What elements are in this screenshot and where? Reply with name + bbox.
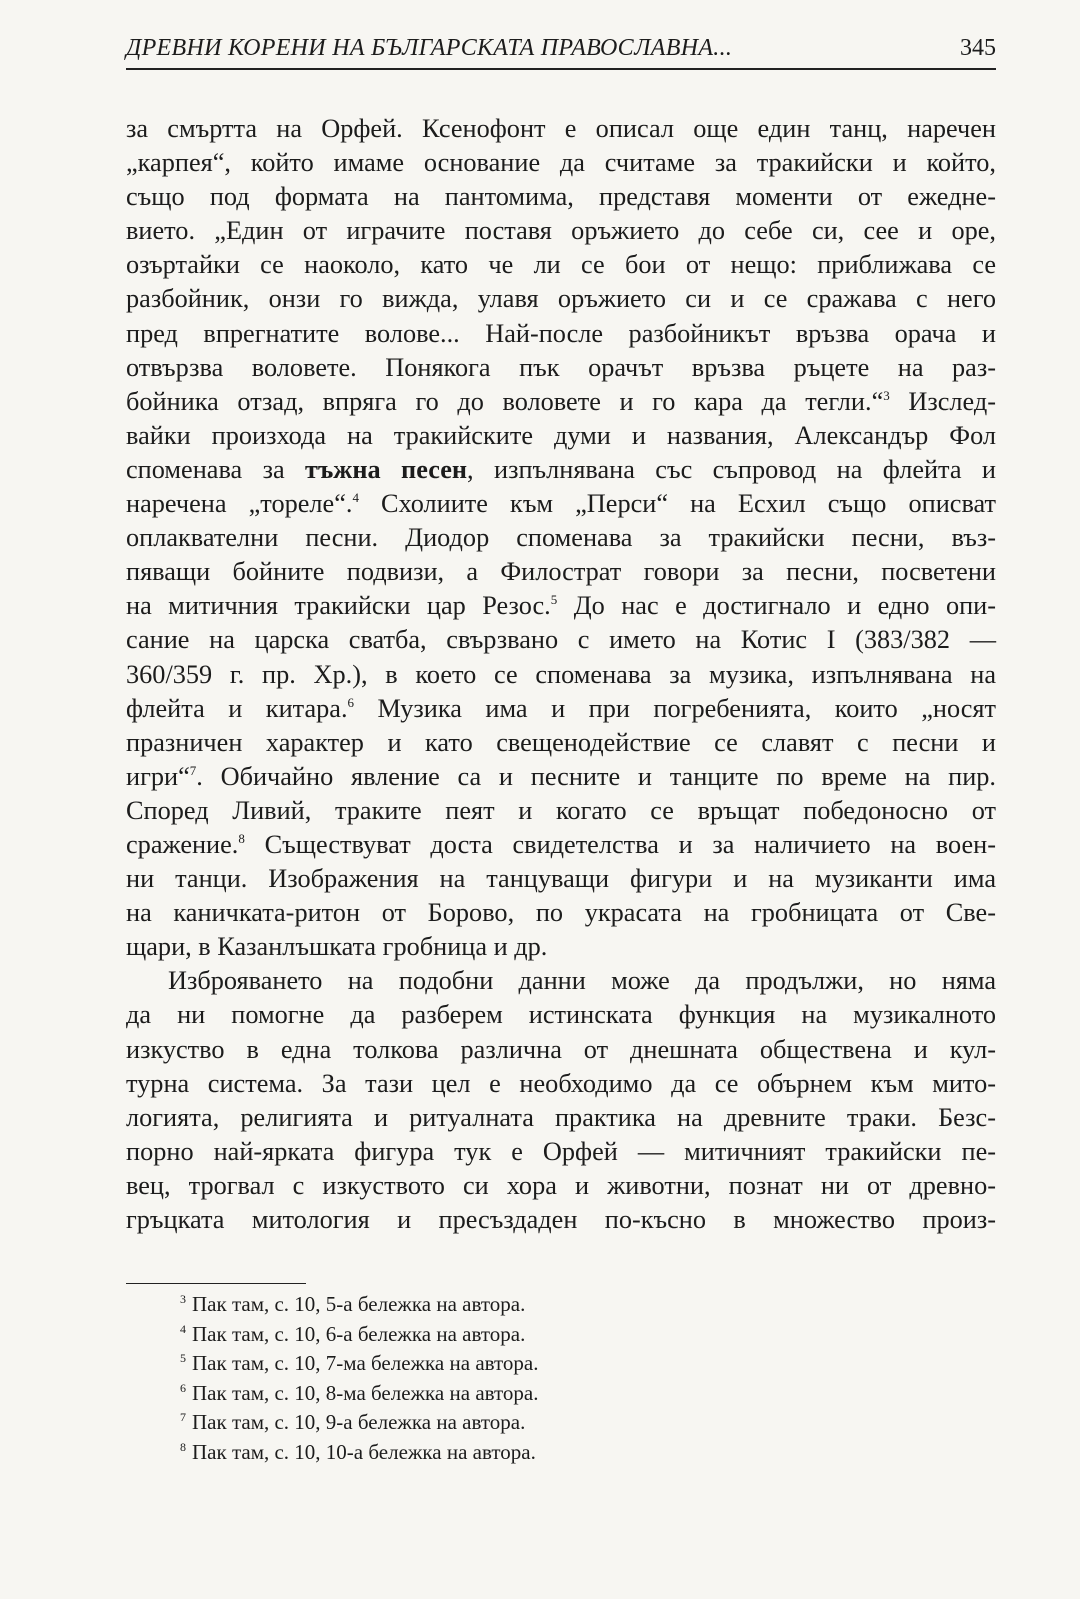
running-header: [126, 28, 996, 70]
text-line: 360/359 г. пр. Хр.), в което се споменава за музика, изпълнявана на: [126, 659, 996, 689]
text-line: отвързва воловете. Понякога пък орачът връзва ръцете на раз-: [126, 352, 996, 382]
paragraph-2: [126, 964, 996, 1237]
footnote-6: [180, 1379, 780, 1409]
text-line: пред впрегнатите волове... Най-после разбойникът връзва орача и: [126, 318, 996, 348]
text-line: турна система. За тази цел е необходимо да се обърнем към мито-: [126, 1068, 996, 1098]
footnote-3: [180, 1290, 780, 1320]
footnote-ref-6: 6: [347, 694, 355, 710]
text-run: Съществуват доста свидетелства и за наличието на воен-: [244, 829, 996, 859]
footnote-ref-8: 8: [238, 831, 245, 847]
text-line: Според Ливий, траките пеят и когато се връщат победоносно от: [126, 795, 996, 825]
text-run: , изпълнявана със съпровод на флейта и: [467, 454, 997, 484]
footnote-number: 5: [180, 1351, 186, 1365]
text-line: ни танци. Изображения на танцуващи фигури и на музиканти има: [126, 864, 996, 894]
text-line: вец, трогвал с изкуството си хора и животни, познат ни от древно-: [126, 1170, 996, 1200]
text-line: също под формата на пантомима, представя моменти от ежедне-: [126, 182, 996, 212]
footnotes: [180, 1290, 780, 1467]
text-run: флейта и китара.: [126, 693, 348, 723]
footnote-number: 7: [180, 1410, 186, 1424]
text-line: гръцката митология и пресъздаден по-късно в множество произ-: [126, 1205, 996, 1234]
footnote-5: [180, 1349, 780, 1379]
footnote-text: Пак там, с. 10, 9-а бележка на автора.: [192, 1410, 526, 1434]
text-line: логията, религията и ритуалната практика на древните траки. Безс-: [126, 1102, 996, 1132]
footnote-ref-3: 3: [883, 387, 890, 403]
footnote-8: [180, 1438, 780, 1468]
text-line: [126, 453, 996, 487]
text-line: празничен характер и като свещенодействие се славят с песни и: [126, 727, 996, 757]
footnote-number: 8: [180, 1439, 186, 1454]
text-line: [126, 385, 996, 419]
footnote-text: Пак там, с. 10, 8-ма бележка на автора.: [192, 1380, 539, 1405]
text-run: игри“: [126, 761, 190, 791]
footnote-4: [180, 1320, 780, 1350]
footnote-number: 4: [180, 1321, 186, 1336]
text-run: Схолиите към „Перси“ на Есхил също описват: [358, 489, 997, 519]
footnote-ref-4: 4: [352, 490, 359, 506]
text-line: [126, 828, 996, 862]
text-line: да ни помогне да разберем истинската функция на музикалното: [126, 1000, 996, 1030]
text-line: озъртайки се наоколо, като че ли се бои от нещо: приближава се: [126, 250, 996, 280]
footnote-ref-5: 5: [550, 592, 558, 608]
text-line: оплаквателни песни. Диодор споменава за тракийски песни, въз-: [126, 523, 996, 553]
text-line: порно най-ярката фигура тук е Орфей — митичният тракийски пе-: [126, 1136, 996, 1166]
text-line: на каничката-ритон от Борово, по украсата на гробницата от Све-: [126, 898, 996, 928]
body-text: [126, 112, 996, 1237]
footnote-number: 3: [180, 1292, 186, 1306]
text-line: разбойник, онзи го вижда, улавя оръжието си и се сражава с него: [126, 284, 996, 314]
text-line: Изброяването на подобни данни може да продължи, но няма: [168, 966, 996, 996]
footnote-ref-7: 7: [189, 763, 197, 779]
text-run: Музика има и при погребенията, които „носят: [354, 693, 997, 723]
text-line: вието. „Един от играчите поставя оръжието до себе си, сее и оре,: [126, 216, 996, 246]
text-line: пяващи бойните подвизи, а Филострат говори за песни, посветени: [126, 557, 996, 587]
footnote-text: Пак там, с. 10, 10-а бележка на автора.: [192, 1439, 536, 1464]
text-line: [126, 487, 996, 521]
page-number: 345: [960, 35, 996, 61]
footnote-text: Пак там, с. 10, 7-ма бележка на автора.: [192, 1351, 539, 1375]
footnote-7: [180, 1408, 780, 1438]
running-title: ДРЕВНИ КОРЕНИ НА БЪЛГАРСКАТА ПРАВОСЛАВНА...: [126, 35, 733, 61]
paragraph-1: [126, 112, 996, 964]
footnote-text: Пак там, с. 10, 5-а бележка на автора.: [192, 1292, 526, 1316]
footnote-divider: [126, 1283, 306, 1284]
text-line: вайки произхода на тракийските думи и названия, Александър Фол: [126, 420, 996, 450]
text-line: щари, в Казанлъшката гробница и др.: [126, 932, 548, 962]
text-line: сание на царска сватба, свързвано с името на Котис I (383/382 —: [126, 625, 996, 655]
footnote-number: 6: [180, 1380, 186, 1395]
text-run: споменава за: [126, 454, 306, 484]
text-run: на митичния тракийски цар Резос.: [126, 591, 551, 621]
text-line: [126, 760, 996, 794]
footnote-text: Пак там, с. 10, 6-а бележка на автора.: [192, 1321, 526, 1346]
text-run: Изслед-: [889, 386, 996, 416]
text-line: изкуство в една толкова различна от днешната обществена и кул-: [126, 1034, 996, 1064]
text-line: „карпея“, който имаме основание да считаме за тракийски и който,: [126, 148, 996, 178]
text-run: До нас е достигнало и едно опи-: [557, 591, 996, 621]
text-run: наречена „тореле“.: [126, 489, 353, 519]
text-run: сражение.: [126, 829, 239, 859]
text-line: за смъртта на Орфей. Ксенофонт е описал още един танц, наречен: [126, 114, 996, 143]
text-run: бойника отзад, впряга го до воловете и го кара да тегли.“: [126, 386, 884, 416]
emphasis-bold: тъжна песен: [305, 454, 468, 484]
text-run: . Обичайно явление са и песните и танците по време на пир.: [196, 761, 996, 791]
text-line: [126, 692, 996, 726]
text-line: [126, 589, 996, 623]
